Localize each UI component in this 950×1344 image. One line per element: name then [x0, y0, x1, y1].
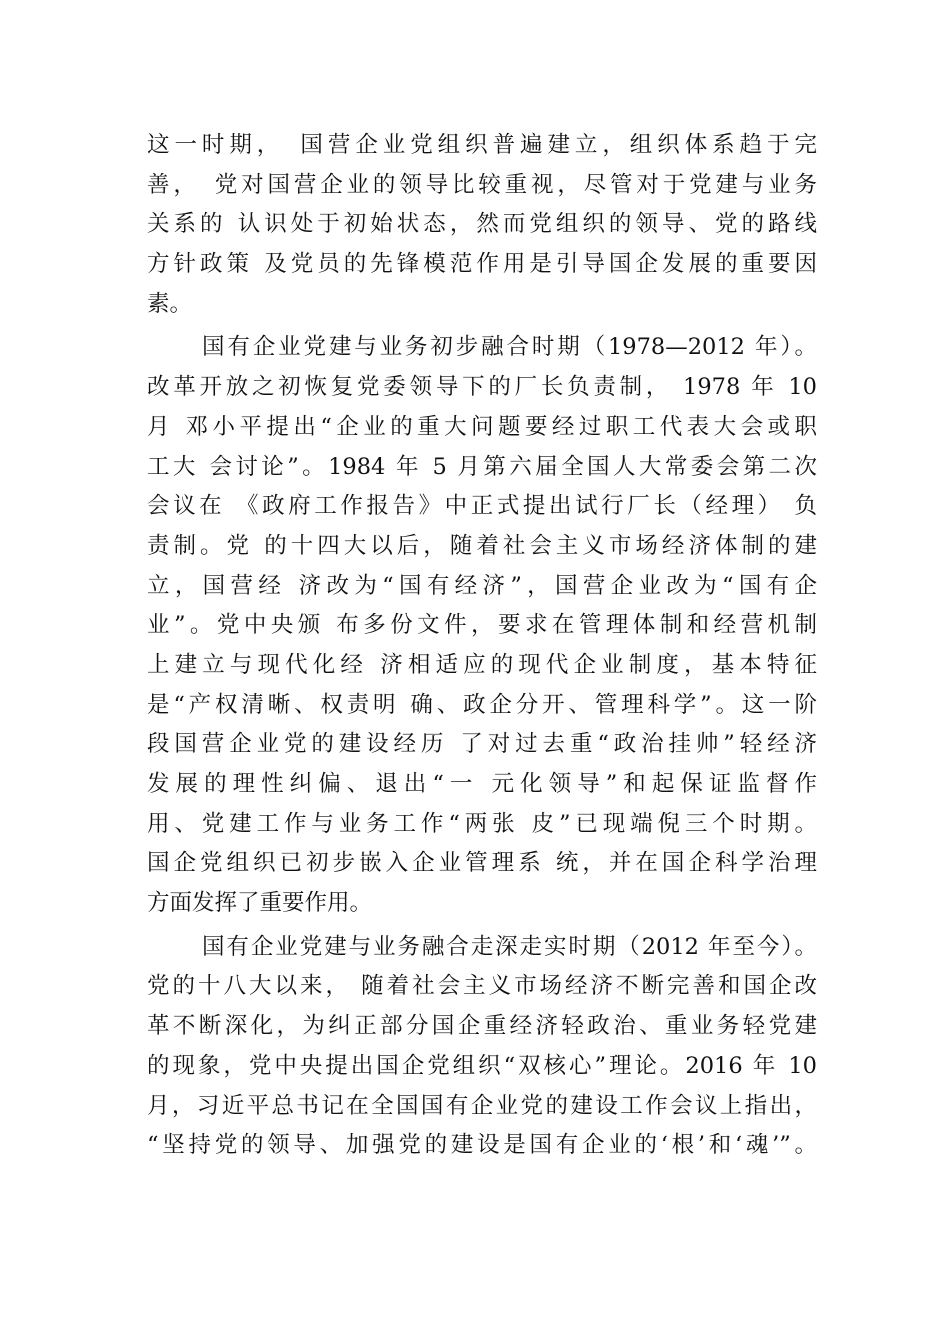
paragraph-2	[147, 328, 817, 923]
paragraph-3	[147, 928, 817, 1166]
paragraph-1	[147, 126, 817, 324]
document-body	[147, 126, 817, 1166]
text-line: 用、党建工作与业务工作“两张 皮”已现端倪三个时期。	[147, 810, 817, 837]
text-line: 国有企业党建与业务融合走深走实时期（2012 年至今）。	[202, 933, 817, 960]
text-line: 这一时期， 国营企业党组织普遍建立，组织体系趋于完	[147, 132, 817, 158]
text-line: 会议在 《政府工作报告》中正式提出试行厂长（经理） 负	[147, 493, 817, 520]
text-line: 关系的 认识处于初始状态，然而党组织的领导、党的路线	[147, 211, 817, 238]
text-line: 革不断深化，为纠正部分国企重经济轻政治、重业务轻党建	[147, 1013, 817, 1040]
text-line: 工大 会讨论”。1984 年 5 月第六届全国人大常委会第二次	[147, 453, 817, 480]
text-line: 素。	[147, 290, 193, 317]
text-line: 善， 党对国营企业的领导比较重视，尽管对于党建与业务	[147, 171, 817, 198]
text-line: 国企党组织已初步嵌入企业管理系 统，并在国企科学治理	[147, 850, 817, 877]
text-line: 方针政策 及党员的先锋模范作用是引导国企发展的重要因	[147, 251, 817, 278]
text-line: 的现象，党中央提出国企党组织“双核心”理论。2016 年 10	[147, 1052, 817, 1079]
text-line: 是“产权清晰、权责明 确、政企分开、管理科学”。这一阶	[147, 691, 817, 718]
text-line: 国有企业党建与业务初步融合时期（1978—2012 年）。	[202, 334, 817, 361]
text-line: 段国营企业党的建设经历 了对过去重“政治挂帅”轻经济	[147, 731, 817, 758]
text-line: 月，习近平总书记在全国国有企业党的建设工作会议上指出，	[147, 1092, 817, 1119]
text-line: “坚持党的领导、加强党的建设是国有企业的‘根’和‘魂’”。	[147, 1132, 817, 1159]
text-line: 上建立与现代化经 济相适应的现代企业制度，基本特征	[147, 651, 817, 678]
text-line: 业”。党中央颁 布多份文件，要求在管理体制和经营机制	[147, 612, 817, 639]
text-line: 方面发挥了重要作用。	[147, 890, 373, 917]
text-line: 发展的理性纠偏、退出“一 元化领导”和起保证监督作	[147, 771, 817, 797]
text-line: 立，国营经 济改为“国有经济”，国营企业改为“国有企	[147, 572, 817, 599]
text-line: 党的十八大以来， 随着社会主义市场经济不断完善和国企改	[147, 973, 817, 1000]
text-line: 改革开放之初恢复党委领导下的厂长负责制， 1978 年 10	[147, 374, 817, 401]
text-line: 月 邓小平提出“企业的重大问题要经过职工代表大会或职	[147, 413, 817, 440]
text-line: 责制。党 的十四大以后，随着社会主义市场经济体制的建	[147, 532, 817, 559]
